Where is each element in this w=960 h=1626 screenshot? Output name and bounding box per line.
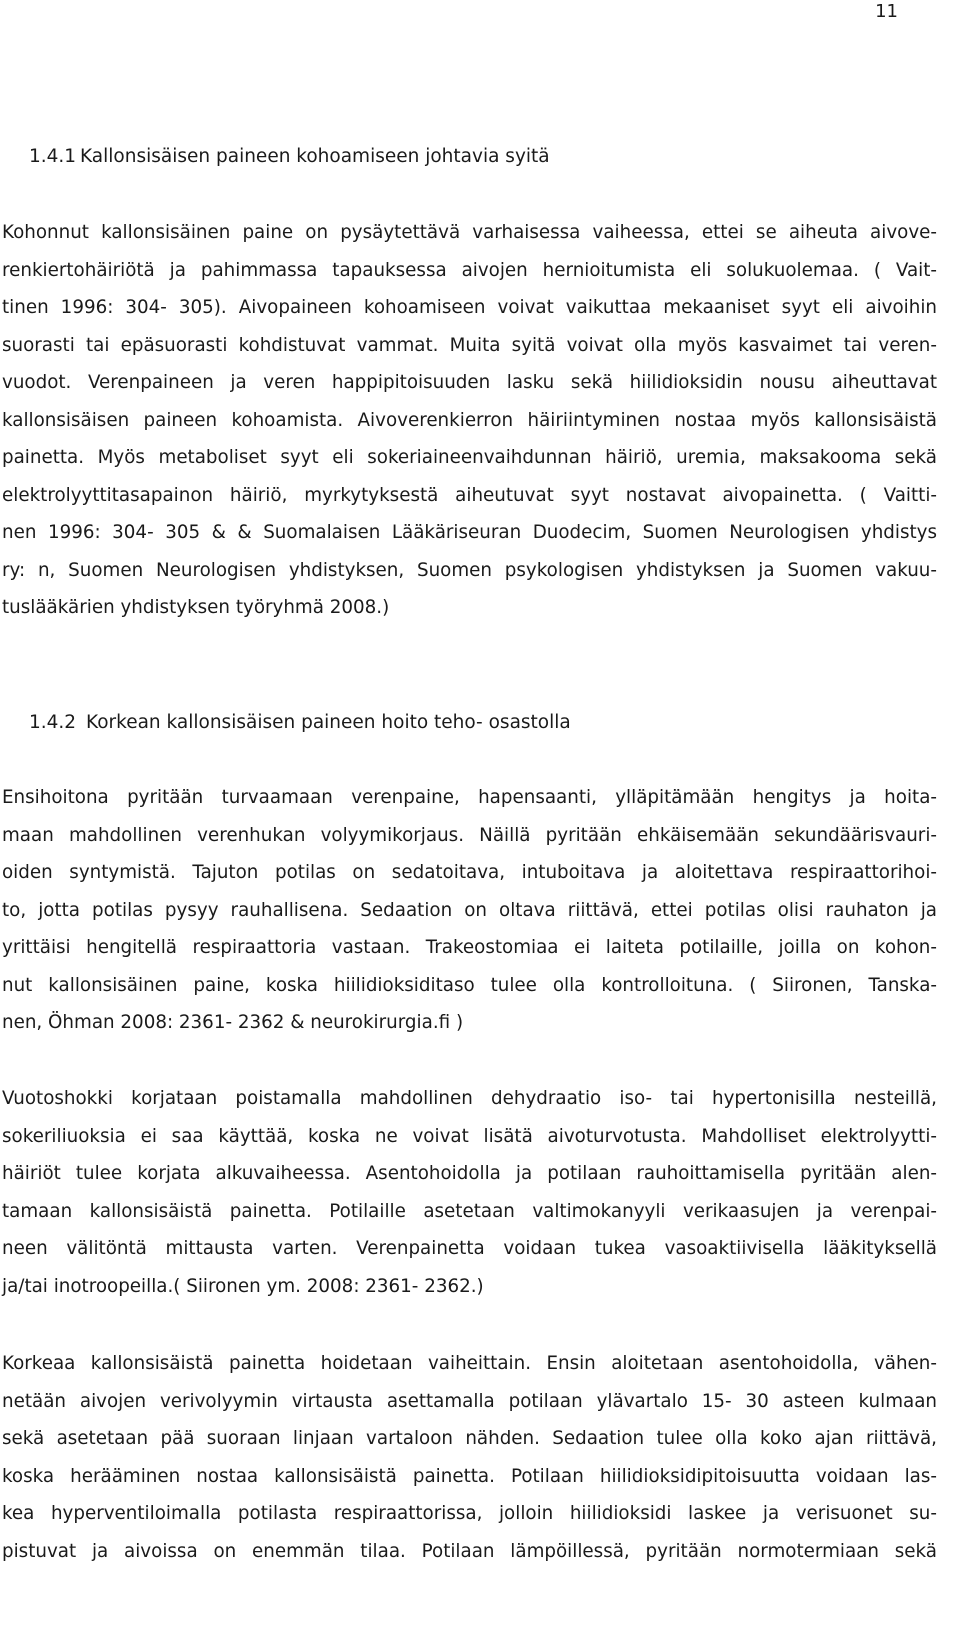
text-line: Kohonnut kallonsisäinen paine on pysäytettävä varhaisessa vaiheessa, ettei se aiheuta aivove- [2,222,937,243]
section-heading-1-4-2 [29,711,571,735]
text-line: yrittäisi hengitellä respiraattoria vastaan. Trakeostomiaa ei laiteta potilaille, joilla on kohon- [2,937,937,958]
section-number: 1.4.1 [29,146,77,167]
text-line: suorasti tai epäsuorasti kohdistuvat vammat. Muita syitä voivat olla myös kasvaimet tai veren- [2,334,937,356]
text-line: tinen 1996: 304- 305). Aivopaineen kohoamiseen voivat vaikuttaa mekaaniset syyt eli aivoihin [2,297,937,318]
text-line: tamaan kallonsisäistä painetta. Potilaille asetetaan valtimokanyyli verikaasujen ja verenpai- [2,1200,937,1222]
paragraph-stepwise-treatment [2,1345,937,1570]
text-line: painetta. Myös metaboliset syyt eli sokeriaineenvaihdunnan häiriö, uremia, maksakooma sekä [2,447,937,468]
text-line: sekä asetetaan pää suoraan linjaan vartaloon nähden. Sedaation tulee olla koko ajan riittävä, [2,1428,937,1449]
text-line: koska herääminen nostaa kallonsisäistä painetta. Potilaan hiilidioksidipitoisuutta voidaan las- [2,1465,937,1487]
text-line: Vuotoshokki korjataan poistamalla mahdollinen dehydraatio iso- tai hypertonisilla nesteillä, [2,1088,937,1109]
text-line: ry: n, Suomen Neurologisen yhdistyksen, Suomen psykologisen yhdistyksen ja Suomen vakuu- [2,559,937,581]
text-line: sokeriliuoksia ei saa käyttää, koska ne voivat lisätä aivoturvotusta. Mahdolliset elektrolyytti- [2,1125,937,1147]
text-line: renkiertohäiriötä ja pahimmassa tapauksessa aivojen hernioitumista eli solukuolemaa. ( Vait- [2,259,937,281]
text-line: nen, Öhman 2008: 2361- 2362 & neurokirurgia.fi ) [2,1012,464,1033]
text-line: Ensihoitona pyritään turvaamaan verenpaine, hapensaanti, ylläpitämään hengitys ja hoita- [2,787,937,808]
paragraph-hemorrhagic-shock [2,1080,937,1305]
text-line: neen välitöntä mittausta varten. Verenpainetta voidaan tukea vasoaktiivisella lääkityksellä [2,1238,937,1259]
section-heading-1-4-1 [29,145,550,169]
text-line: tuslääkärien yhdistyksen työryhmä 2008.) [2,597,390,618]
section-title: Kallonsisäisen paineen kohoamiseen johtavia syitä [80,146,550,167]
text-line: kea hyperventiloimalla potilasta respiraattorissa, jolloin hiilidioksidi laskee ja verisuonet su- [2,1503,937,1524]
text-line: ja/tai inotroopeilla.( Siironen ym. 2008: 2361- 2362.) [2,1275,484,1297]
text-line: elektrolyyttitasapainon häiriö, myrkytyksestä aiheutuvat syyt nostavat aivopainetta. ( Vaitti- [2,484,937,506]
paragraph-intracranial-pressure-causes [2,214,937,627]
text-line: Korkeaa kallonsisäistä painetta hoidetaan vaiheittain. Ensin aloitetaan asentohoidolla, vähen- [2,1353,937,1374]
text-line: pistuvat ja aivoissa on enemmän tilaa. Potilaan lämpöillessä, pyritään normotermiaan sekä [2,1540,937,1562]
text-line: maan mahdollinen verenhukan volyymikorjaus. Näillä pyritään ehkäisemään sekundäärisvauri- [2,824,937,846]
text-line: nen 1996: 304- 305 & & Suomalaisen Lääkäriseuran Duodecim, Suomen Neurologisen yhdistys [2,522,937,543]
text-line: to, jotta potilas pysyy rauhallisena. Sedaation on oltava riittävä, ettei potilas olisi rauhaton ja [2,899,937,921]
text-line: vuodot. Verenpaineen ja veren happipitoisuuden lasku sekä hiilidioksidin nousu aiheuttavat [2,372,937,393]
paragraph-initial-treatment [2,779,937,1042]
text-line: oiden syntymistä. Tajuton potilas on sedatoitava, intuboitava ja aloitettava respiraattorihoi- [2,862,937,883]
text-line: nut kallonsisäinen paine, koska hiilidioksiditaso tulee olla kontrolloituna. ( Siironen, Tanska- [2,974,937,996]
text-line: kallonsisäisen paineen kohoamista. Aivoverenkierron häiriintyminen nostaa myös kallonsisäistä [2,409,937,431]
section-title: Korkean kallonsisäisen paineen hoito teho- osastolla [86,712,571,733]
section-number: 1.4.2 [29,712,77,733]
text-line: häiriöt tulee korjata alkuvaiheessa. Asentohoidolla ja potilaan rauhoittamisella pyritään alen- [2,1163,937,1184]
page-number: 11 [875,1,898,22]
text-line: netään aivojen verivolyymin virtausta asettamalla potilaan ylävartalo 15- 30 asteen kulmaan [2,1390,937,1412]
